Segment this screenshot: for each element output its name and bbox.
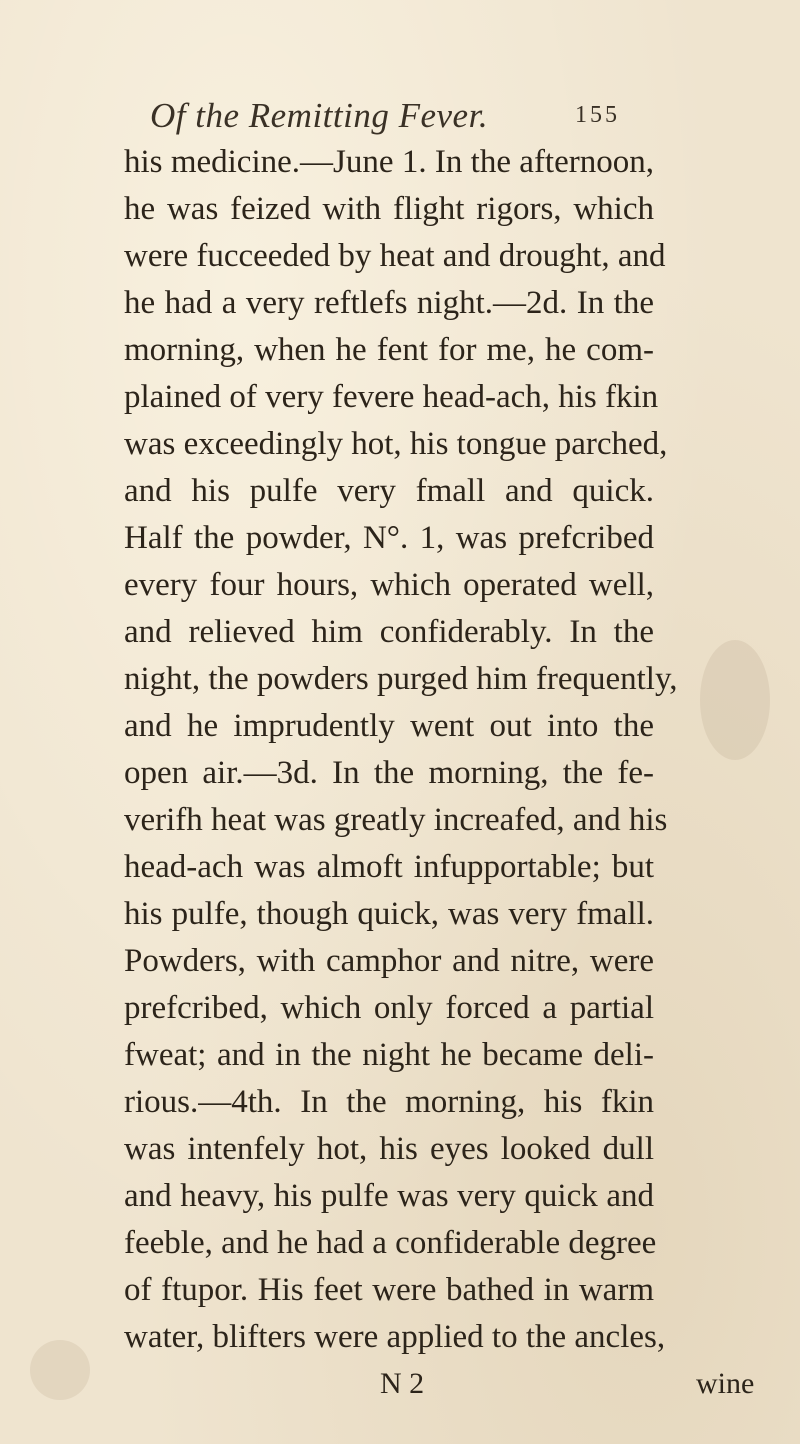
running-head: Of the Remitting Fever. bbox=[150, 96, 489, 135]
text-line: prefcribed, which only forced a partial bbox=[124, 990, 654, 1026]
text-line: his medicine.—June 1. In the afternoon, bbox=[124, 144, 654, 180]
paper-stain bbox=[30, 1340, 90, 1400]
footer-line bbox=[124, 1360, 755, 1408]
text-line: and he imprudently went out into the bbox=[124, 708, 654, 744]
text-line: Powders, with camphor and nitre, were bbox=[124, 943, 654, 979]
text-line: his pulfe, though quick, was very fmall. bbox=[124, 896, 654, 932]
signature-mark: N 2 bbox=[380, 1367, 425, 1400]
text-line: verifh heat was greatly increafed, and his bbox=[124, 802, 668, 838]
text-line: was exceedingly hot, his tongue parched, bbox=[124, 426, 668, 462]
text-line: feeble, and he had a confiderable degree bbox=[124, 1225, 657, 1261]
text-line: he had a very reftlefs night.—2d. In the bbox=[124, 285, 654, 321]
catchword: wine bbox=[696, 1367, 755, 1400]
text-line: rious.—4th. In the morning, his fkin bbox=[124, 1084, 654, 1120]
text-line: head-ach was almoft infupportable; but bbox=[124, 849, 654, 885]
text-line: fweat; and in the night he became deli- bbox=[124, 1037, 654, 1073]
text-line: of ftupor. His feet were bathed in warm bbox=[124, 1272, 654, 1308]
text-line: and relieved him confiderably. In the bbox=[124, 614, 654, 650]
text-line: was intenfely hot, his eyes looked dull bbox=[124, 1131, 654, 1167]
text-line: water, blifters were applied to the ancles, bbox=[124, 1319, 666, 1355]
text-line: morning, when he fent for me, he com- bbox=[124, 332, 654, 368]
text-line: plained of very fevere head-ach, his fkin bbox=[124, 379, 659, 415]
text-line: night, the powders purged him frequently, bbox=[124, 661, 678, 697]
paper-stain bbox=[700, 640, 770, 760]
text-line: every four hours, which operated well, bbox=[124, 567, 654, 603]
text-line: were fucceeded by heat and drought, and bbox=[124, 238, 666, 274]
page-number: 155 bbox=[575, 102, 620, 128]
text-line: and his pulfe very fmall and quick. bbox=[124, 473, 654, 509]
text-line: Half the powder, N°. 1, was prefcribed bbox=[124, 520, 654, 556]
text-line: open air.—3d. In the morning, the fe- bbox=[124, 755, 654, 791]
text-line: he was feized with flight rigors, which bbox=[124, 191, 654, 227]
text-line: and heavy, his pulfe was very quick and bbox=[124, 1178, 654, 1214]
